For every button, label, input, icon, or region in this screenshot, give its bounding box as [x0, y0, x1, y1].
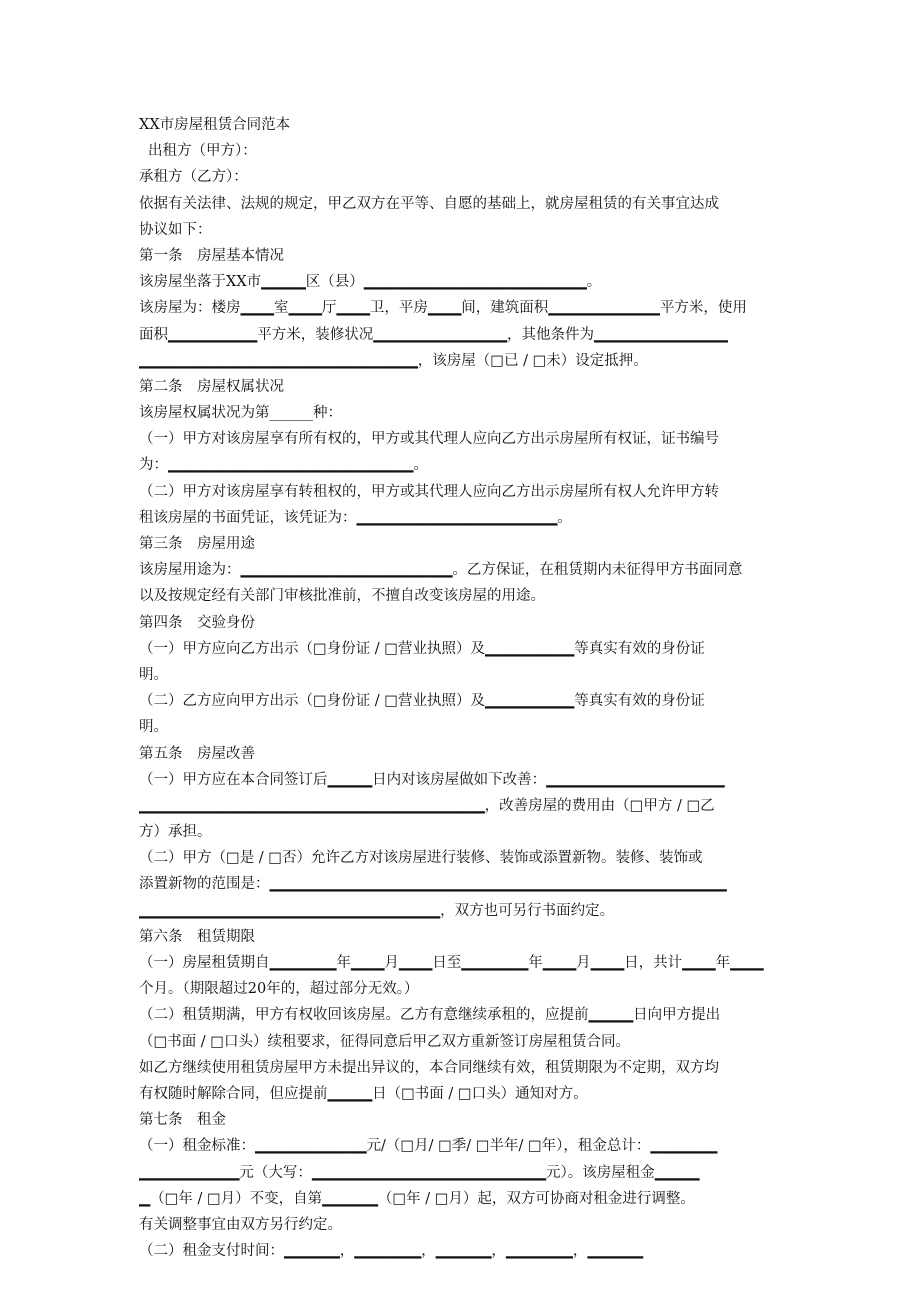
article-1-line: 面积▁▁▁▁▁▁▁▁平方米，装修状况▁▁▁▁▁▁▁▁▁▁▁▁，其他条件为▁▁▁▁▁▁▁▁▁▁▁▁ [139, 326, 728, 343]
article-3-line: 以及按规定经有关部门审核批准前，不擅自改变该房屋的用途。 [139, 588, 545, 605]
article-6-line: 有权随时解除合同，但应提前▁▁▁▁日（□书面 / □口头）通知对方。 [139, 1085, 588, 1102]
article-4-line: （一）甲方应向乙方出示（□身份证 / □营业执照）及▁▁▁▁▁▁▁▁等真实有效的身份证 [139, 640, 705, 657]
article-1-line: 该房屋坐落于XX市▁▁▁▁区（县）▁▁▁▁▁▁▁▁▁▁▁▁▁▁▁▁▁▁▁▁。 [139, 274, 602, 291]
article-7-line: （二）租金支付时间：▁▁▁▁▁，▁▁▁▁▁▁，▁▁▁▁▁，▁▁▁▁▁▁，▁▁▁▁▁ [139, 1243, 644, 1260]
article-6-line: 如乙方继续使用租赁房屋甲方未提出异议的，本合同继续有效，租赁期限为不定期，双方均 [139, 1059, 719, 1076]
article-2-line: （二）甲方对该房屋享有转租权的，甲方或其代理人应向乙方出示房屋所有权人允许甲方转 [139, 483, 719, 500]
lessee-line: 承租方（乙方）： [139, 169, 248, 186]
article-6-line: （二）租赁期满，甲方有权收回该房屋。乙方有意继续承租的，应提前▁▁▁▁日向甲方提出 [139, 1007, 721, 1024]
lessor-line: 出租方（甲方）： [148, 143, 257, 160]
article-4-line: 明。 [139, 719, 168, 736]
preamble-line: 依据有关法律、法规的规定，甲乙双方在平等、自愿的基础上，就房屋租赁的有关事宜达成 [139, 195, 719, 212]
article-1-heading: 第一条 房屋基本情况 [139, 247, 284, 264]
article-5-line: （一）甲方应在本合同签订后▁▁▁▁日内对该房屋做如下改善：▁▁▁▁▁▁▁▁▁▁▁▁▁▁▁▁ [139, 771, 725, 788]
article-5-line: 方）承担。 [139, 824, 212, 841]
article-7-line: ▁▁▁▁▁▁▁▁▁元（大写：▁▁▁▁▁▁▁▁▁▁▁▁▁▁▁▁▁▁▁▁▁元）。该房屋租金▁▁▁▁ [139, 1164, 700, 1181]
article-5-line: （二）甲方（□是 / □否）允许乙方对该房屋进行装修、装饰或添置新物。装修、装饰或 [139, 850, 703, 867]
document-title: XX市房屋租赁合同范本 [139, 117, 291, 133]
article-6-line: （□书面 / □口头）续租要求，征得同意后甲乙双方重新签订房屋租赁合同。 [139, 1033, 631, 1050]
article-2-line: 该房屋权属状况为第______种： [139, 405, 342, 422]
article-4-line: （二）乙方应向甲方出示（□身份证 / □营业执照）及▁▁▁▁▁▁▁▁等真实有效的身份证 [139, 693, 705, 710]
article-2-heading: 第二条 房屋权属状况 [139, 378, 284, 395]
article-6-line: （一）房屋租赁期自▁▁▁▁▁▁年▁▁▁月▁▁▁日至▁▁▁▁▁▁年▁▁▁月▁▁▁日，共计▁▁▁年▁▁▁ [139, 955, 764, 971]
article-5-heading: 第五条 房屋改善 [139, 745, 255, 762]
article-5-line: ▁▁▁▁▁▁▁▁▁▁▁▁▁▁▁▁▁▁▁▁▁▁▁▁▁▁▁，双方也可另行书面约定。 [139, 902, 615, 919]
article-7-line: （一）租金标准：▁▁▁▁▁▁▁▁▁▁元/（□月/ □季/ □半年/ □年），租金总计：▁▁▁▁▁▁ [139, 1138, 718, 1155]
article-7-line: ▁（□年 / □月）不变，自第▁▁▁▁▁（□年 / □月）起，双方可协商对租金进行调整。 [139, 1190, 695, 1207]
article-7-heading: 第七条 租金 [139, 1112, 226, 1129]
article-2-line: 为：▁▁▁▁▁▁▁▁▁▁▁▁▁▁▁▁▁▁▁▁▁▁。 [139, 457, 428, 474]
article-4-heading: 第四条 交验身份 [139, 614, 255, 631]
article-2-line: （一）甲方对该房屋享有所有权的，甲方或其代理人应向乙方出示房屋所有权证，证书编号 [139, 431, 719, 448]
article-1-line: ▁▁▁▁▁▁▁▁▁▁▁▁▁▁▁▁▁▁▁▁▁▁▁▁▁，该房屋（□已 / □未）设定抵押。 [139, 352, 648, 369]
article-6-line: 个月。（期限超过20年的，超过部分无效。） [139, 981, 419, 998]
article-6-heading: 第六条 租赁期限 [139, 928, 255, 945]
contract-document [139, 112, 784, 1264]
article-2-line: 租该房屋的书面凭证，该凭证为：▁▁▁▁▁▁▁▁▁▁▁▁▁▁▁▁▁▁。 [139, 509, 572, 526]
article-5-line: 添置新物的范围是：▁▁▁▁▁▁▁▁▁▁▁▁▁▁▁▁▁▁▁▁▁▁▁▁▁▁▁▁▁▁▁▁▁▁▁▁▁▁▁▁▁ [139, 876, 727, 893]
article-1-line: 该房屋为：楼房▁▁▁室▁▁▁厅▁▁▁卫，平房▁▁▁间，建筑面积▁▁▁▁▁▁▁▁▁▁平方米，使用 [139, 300, 747, 317]
article-3-heading: 第三条 房屋用途 [139, 536, 255, 552]
article-7-line: 有关调整事宜由双方另行约定。 [139, 1216, 342, 1233]
article-5-line: ▁▁▁▁▁▁▁▁▁▁▁▁▁▁▁▁▁▁▁▁▁▁▁▁▁▁▁▁▁▁▁，改善房屋的费用由（□甲方 / □乙 [139, 797, 715, 814]
article-3-line: 该房屋用途为：▁▁▁▁▁▁▁▁▁▁▁▁▁▁▁▁▁▁▁。乙方保证，在租赁期内未征得甲方书面同意 [139, 562, 743, 579]
article-4-line: 明。 [139, 666, 168, 683]
preamble-line: 协议如下： [139, 221, 212, 238]
